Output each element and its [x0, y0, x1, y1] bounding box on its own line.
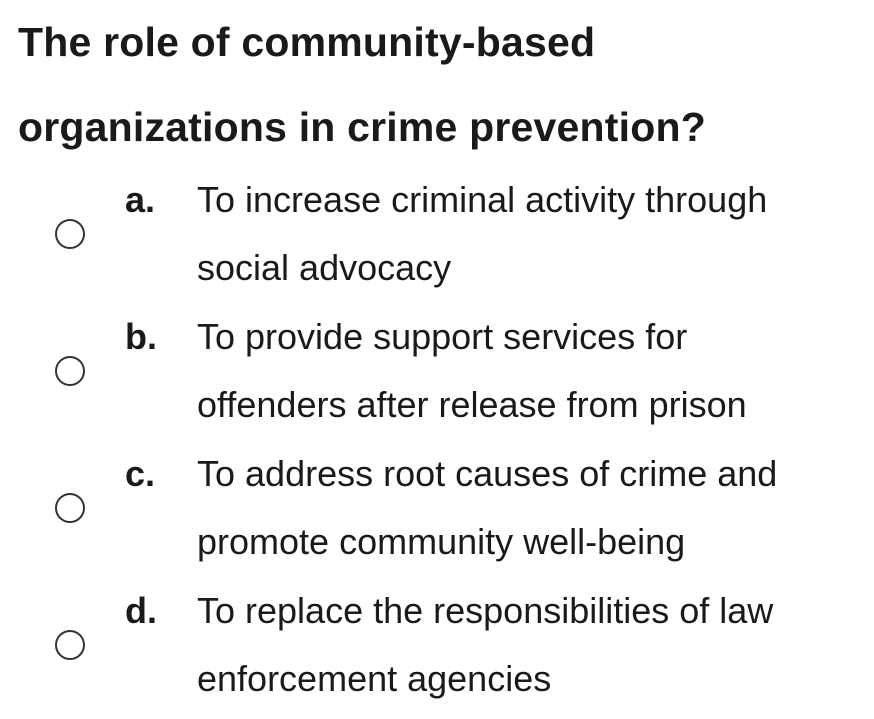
option-text-line-1: To increase criminal activity through — [197, 179, 768, 220]
option-c[interactable] — [0, 440, 874, 576]
option-text-line-1: To provide support services for — [197, 316, 688, 357]
question-title — [18, 0, 858, 170]
question-line-1: The role of community-based — [18, 19, 596, 65]
option-b[interactable] — [0, 303, 874, 439]
radio-button-option-b[interactable] — [55, 356, 85, 386]
option-a[interactable] — [0, 166, 874, 302]
option-text — [197, 440, 862, 576]
option-text — [197, 166, 862, 302]
option-letter: d. — [125, 590, 157, 631]
option-text — [197, 577, 862, 713]
question-line-2: organizations in crime prevention? — [18, 104, 706, 150]
option-letter: a. — [125, 179, 156, 220]
option-text-line-1: To address root causes of crime and — [197, 453, 778, 494]
option-d[interactable] — [0, 577, 874, 713]
option-text-line-2: offenders after release from prison — [197, 384, 747, 425]
option-text — [197, 303, 862, 439]
radio-button-option-d[interactable] — [55, 630, 85, 660]
option-text-line-2: social advocacy — [197, 247, 452, 288]
option-letter: b. — [125, 316, 157, 357]
radio-button-option-c[interactable] — [55, 493, 85, 523]
option-text-line-2: enforcement agencies — [197, 658, 552, 699]
option-text-line-2: promote community well-being — [197, 521, 686, 562]
option-letter: c. — [125, 453, 156, 494]
option-text-line-1: To replace the responsibilities of law — [197, 590, 774, 631]
radio-button-option-a[interactable] — [55, 219, 85, 249]
